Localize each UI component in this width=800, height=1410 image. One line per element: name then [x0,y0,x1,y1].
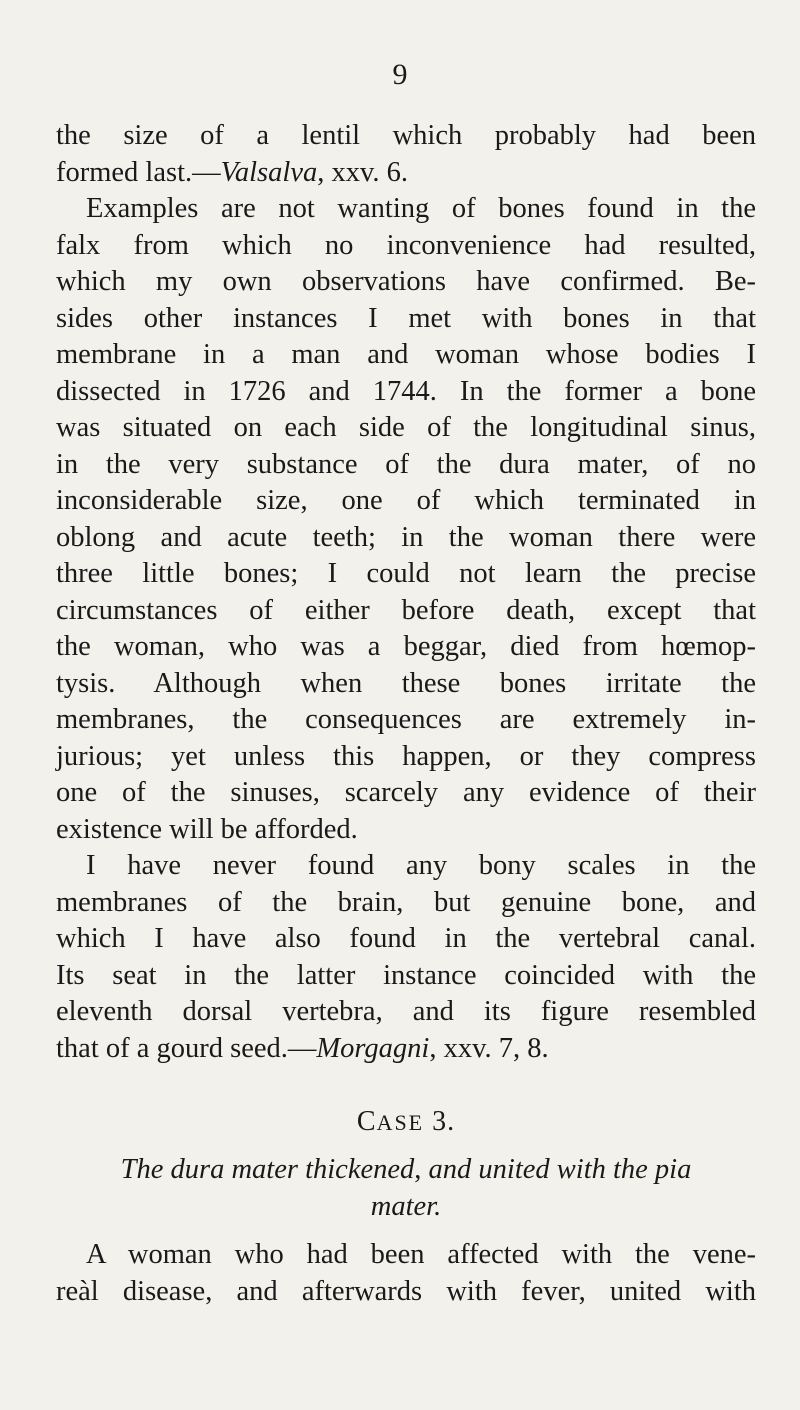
text-line: membranes of the brain, but genuine bone, and [56,886,756,918]
text-line: one of the sinuses, scarcely any evidence of their [56,777,756,808]
section-gap [56,1067,756,1104]
text-line: dissected in 1726 and 1744. In the former a bone [56,375,756,407]
text-fragment: that of a gourd seed.— [56,1032,317,1064]
text-line-citation [56,1031,756,1068]
citation-reference: , xxv. 7, 8. [429,1032,549,1064]
text-line: in the very substance of the dura mater, of no [56,448,756,480]
text-line: sides other instances I met with bones in that [56,302,756,334]
text-line: the size of a lentil which probably had been [56,120,756,151]
text-line: A woman who had been affected with the vene- [86,1239,756,1270]
case-title-line [56,1189,756,1226]
case-heading-number: 3. [432,1105,456,1137]
text-line: Its seat in the latter instance coincided with the [56,959,756,991]
text-line: three little bones; I could not learn the precise [56,558,756,589]
text-line: was situated on each side of the longitudinal sinus, [56,412,756,443]
case-title-part: and united with the pia [428,1154,692,1185]
text-line: membranes, the consequences are extremely in- [56,704,756,735]
text-line: which my own observations have confirmed. Be- [56,266,756,297]
text-line: reàl disease, and afterwards with fever, united with [56,1275,756,1307]
heading-gap [56,1140,756,1152]
body-text [56,118,756,1310]
text-line: falx from which no inconvenience had resulted, [56,229,756,261]
title-gap [56,1225,756,1237]
case-heading [56,1104,756,1141]
case-heading-word: ASE [376,1109,425,1135]
text-line: inconsiderable size, one of which terminated in [56,485,756,516]
text-line: jurious; yet unless this happen, or they compress [56,740,756,772]
text-line: which I have also found in the vertebral canal. [56,923,756,954]
case-title-part: The dura mater thickened [120,1154,415,1185]
text-line: the woman, who was a beggar, died from hœmop- [56,631,756,662]
text-fragment: formed last.— [56,156,221,188]
case-title-part: mater. [370,1190,442,1222]
text-line: circumstances of either before death, except that [56,594,756,626]
case-title-comma: , [414,1154,429,1185]
citation-reference: , xxv. 6. [317,156,408,188]
case-heading-initial: C [356,1105,377,1137]
text-line: tysis. Although when these bones irritate the [56,667,756,699]
text-line: membrane in a man and woman whose bodies I [56,339,756,370]
text-line: oblong and acute teeth; in the woman there were [56,521,756,553]
page-number: 9 [392,58,408,91]
text-line: Examples are not wanting of bones found in the [86,193,756,224]
case-title-line [56,1152,756,1189]
text-line: existence will be afforded. [56,813,358,845]
text-line: I have never found any bony scales in the [86,850,756,881]
citation-author: Morgagni [316,1032,430,1064]
text-line: eleventh dorsal vertebra, and its figure resembled [56,996,756,1027]
text-line-citation [56,155,756,192]
citation-author: Valsalva [220,156,318,188]
